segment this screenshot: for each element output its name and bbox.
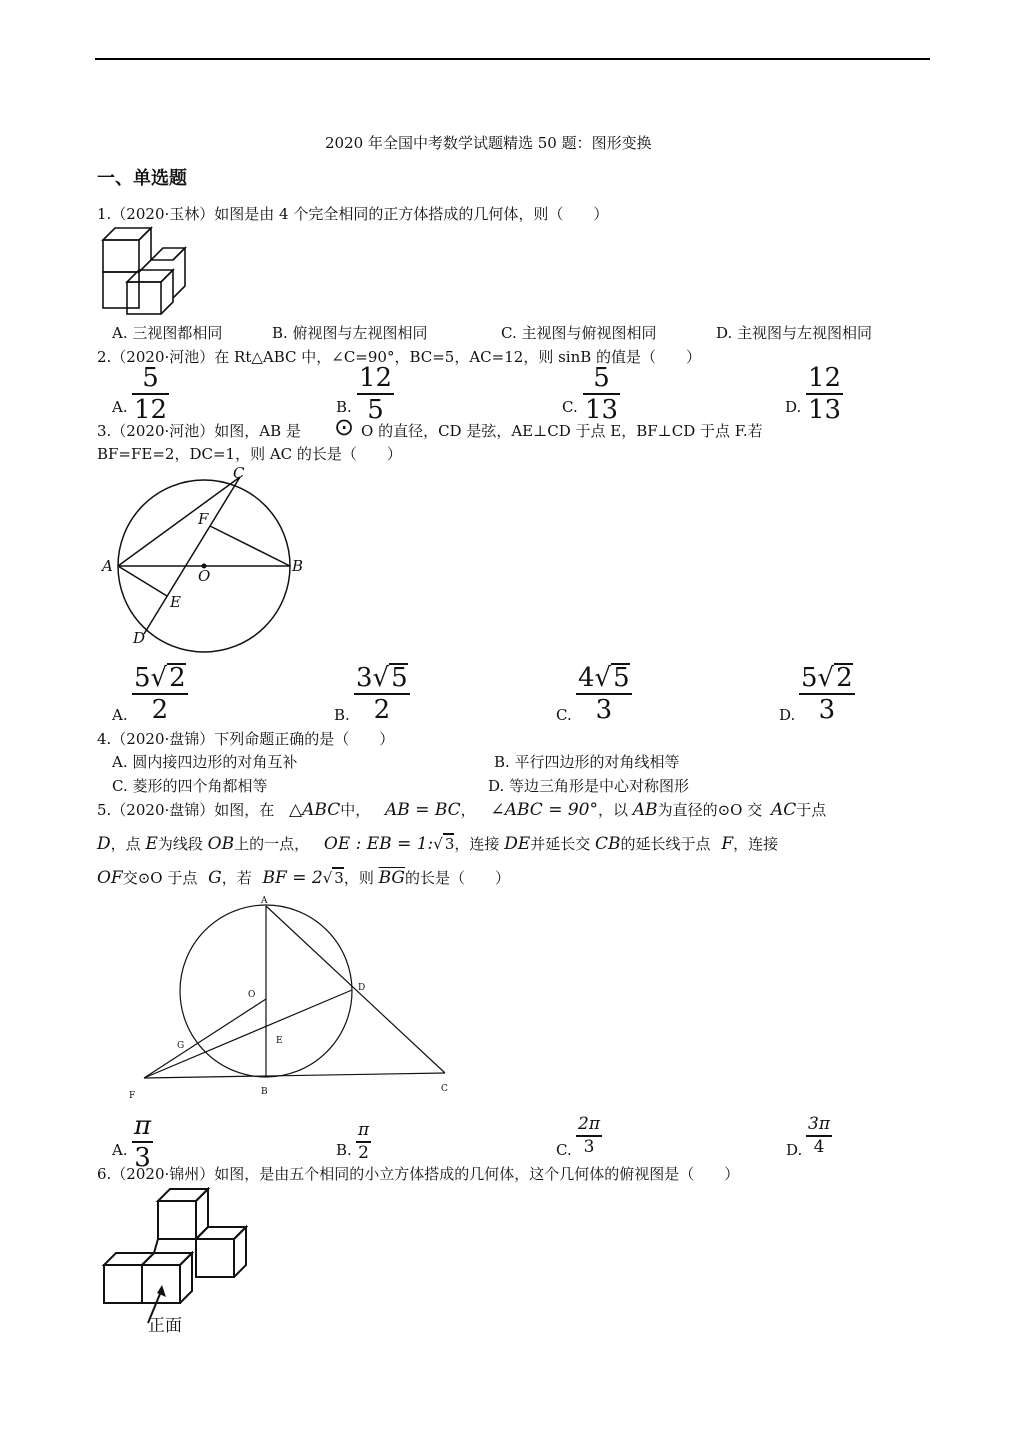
q3-fraction-a: 5√2 2 <box>134 663 186 725</box>
q3-fraction-b: 3√5 2 <box>356 663 408 725</box>
q4-option-c: C. 菱形的四个角都相等 <box>112 777 268 795</box>
question-3-stem-part-2: O 的直径，CD 是弦，AE⊥CD 于点 E，BF⊥CD 于点 F.若 <box>361 422 763 440</box>
q2-fraction-c: 5 13 <box>585 363 619 425</box>
question-3-stem-part-1: 3.（2020·河池）如图，AB 是 <box>97 422 301 440</box>
section-heading: 一、单选题 <box>97 168 187 189</box>
fig5-label-d: D <box>358 983 366 993</box>
q5-fraction-b: π 2 <box>358 1120 370 1163</box>
q5-fraction-c: 2π 3 <box>578 1114 600 1157</box>
q3-fraction-c: 4√5 3 <box>578 663 630 725</box>
question-4-stem: 4.（2020·盘锦）下列命题正确的是（ ） <box>97 730 395 748</box>
q4-option-b: B. 平行四边形的对角线相等 <box>494 753 680 771</box>
fig5-label-a: A <box>261 896 268 906</box>
q5-fraction-d: 3π 4 <box>808 1114 830 1157</box>
q2-fraction-d: 12 13 <box>808 363 842 425</box>
question-6-stem: 6.（2020·锦州）如图，是由五个相同的小立方体搭成的几何体，这个几何体的俯视图是（ ） <box>97 1165 740 1183</box>
header-rule <box>95 58 930 60</box>
q2-label-c: C. <box>562 398 578 416</box>
circle-geometry-figure-3 <box>100 462 320 652</box>
q3-label-a: A. <box>112 706 128 724</box>
fig3-label-a: A <box>102 557 113 575</box>
q5-label-d: D. <box>786 1141 803 1159</box>
fig5-label-f: F <box>129 1091 136 1101</box>
q1-option-b: B. 俯视图与左视图相同 <box>272 324 428 342</box>
q3-label-b: B. <box>334 706 350 724</box>
circle-triangle-figure-5 <box>120 893 460 1103</box>
q3-label-c: C. <box>556 706 572 724</box>
q3-label-d: D. <box>779 706 796 724</box>
cube-stack-figure-1 <box>100 226 190 316</box>
fig3-label-d: D <box>133 629 146 647</box>
q1-option-d: D. 主视图与左视图相同 <box>716 324 873 342</box>
question-2-stem: 2.（2020·河池）在 Rt△ABC 中，∠C=90°，BC=5，AC=12，则 sinB 的值是（ ） <box>97 348 702 366</box>
fig3-label-c: C <box>233 464 245 482</box>
fig5-label-e: E <box>276 1036 283 1046</box>
q1-option-c: C. 主视图与俯视图相同 <box>501 324 657 342</box>
q2-fraction-a: 5 12 <box>134 363 168 425</box>
fig5-label-b: B <box>261 1087 268 1097</box>
q1-option-a: A. 三视图都相同 <box>112 324 223 342</box>
cube-stack-figure-6 <box>100 1185 260 1335</box>
front-view-label: 正面 <box>148 1316 182 1336</box>
q5-label-b: B. <box>336 1141 352 1159</box>
q2-label-a: A. <box>112 398 128 416</box>
q4-option-d: D. 等边三角形是中心对称图形 <box>488 777 690 795</box>
fig5-label-o: O <box>248 990 256 1000</box>
q3-fraction-d: 5√2 3 <box>801 663 853 725</box>
fig3-label-o: O <box>198 567 211 585</box>
question-5-line-3: OF交⊙O 于点 G，若 BF = 2√ 3，则 $\overline{BG}$的长是（ ） <box>97 868 511 888</box>
q2-label-d: D. <box>785 398 802 416</box>
question-1-stem: 1.（2020·玉林）如图是由 4 个完全相同的正方体搭成的几何体，则（ ） <box>97 205 609 223</box>
question-3-stem-part-3: BF=FE=2，DC=1，则 AC 的长是（ ） <box>97 445 402 463</box>
q5-label-a: A. <box>112 1141 128 1159</box>
question-5-line-2: D，点 E为线段 OB上的一点， OE : EB = 1:√ 3，连接 DE并延长交 CB的延长线于点 F，连接 <box>97 834 779 854</box>
q2-label-b: B. <box>336 398 352 416</box>
q2-fraction-b: 12 5 <box>359 363 393 425</box>
circle-o-icon: ⊙ <box>334 413 355 441</box>
fig3-label-b: B <box>292 557 304 575</box>
q5-label-c: C. <box>556 1141 572 1159</box>
page-title: 2020 年全国中考数学试题精选 50 题：图形变换 <box>325 134 652 152</box>
q5-fraction-a: π 3 <box>134 1111 152 1173</box>
fig3-label-f: F <box>198 510 209 528</box>
q4-option-a: A. 圆内接四边形的对角互补 <box>112 753 298 771</box>
fig5-label-c: C <box>441 1084 448 1094</box>
fig5-label-g: G <box>177 1041 185 1051</box>
fig3-label-e: E <box>170 593 181 611</box>
question-5-line-1: 5.（2020·盘锦）如图，在 △ABC中， AB = BC， ∠ABC = 90°，以 AB为直径的⊙O 交 AC于点 <box>97 800 827 820</box>
